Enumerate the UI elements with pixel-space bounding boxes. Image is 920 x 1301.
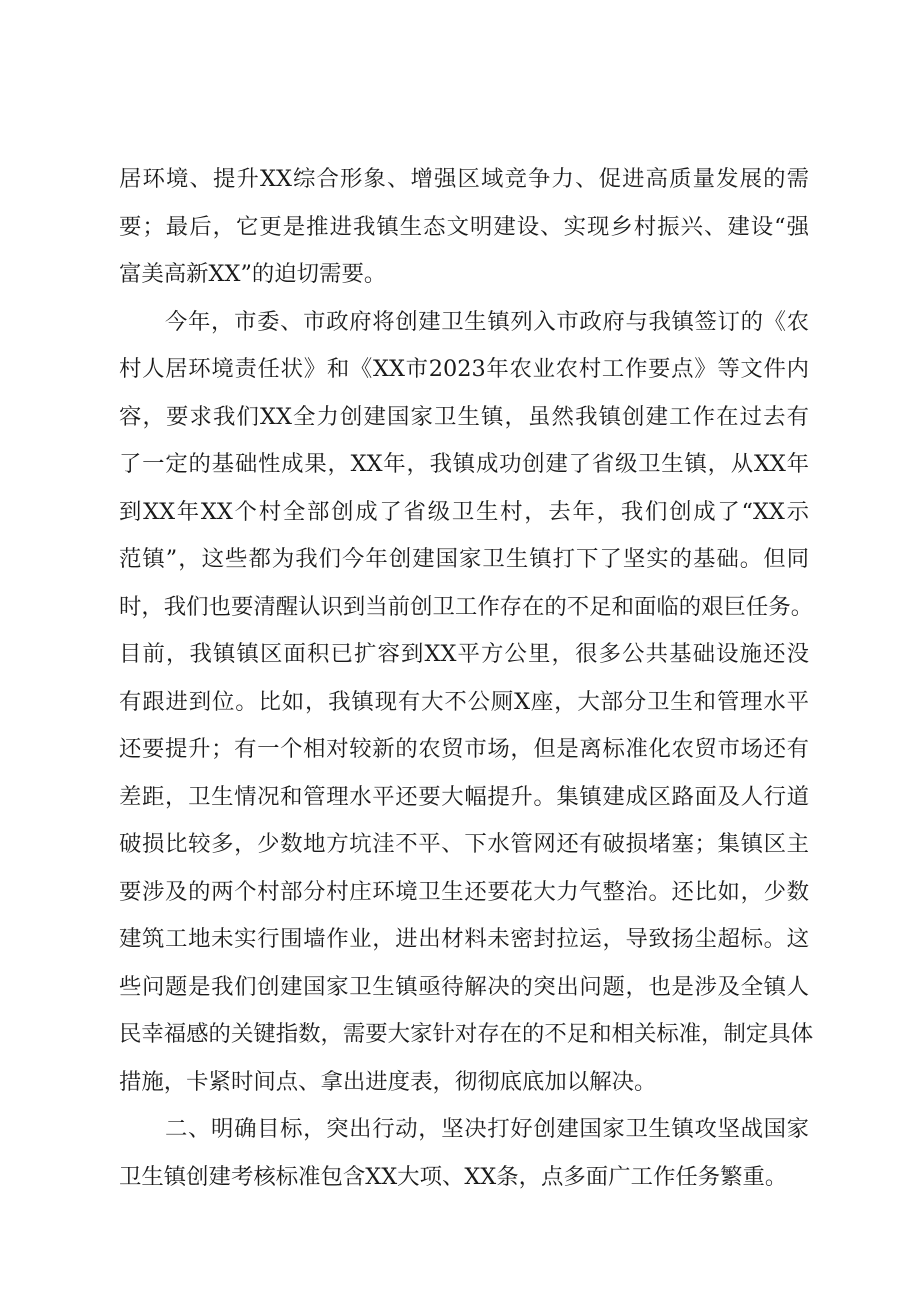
section-heading-line: 二、明确目标，突出行动，坚决打好创建国家卫生镇攻坚战国家	[165, 1116, 809, 1142]
text-line: 了一定的基础性成果，XX年，我镇成功创建了省级卫生镇，从XX年	[119, 451, 809, 477]
text-line: 时，我们也要清醒认识到当前创卫工作存在的不足和面临的艰巨任务。	[119, 593, 814, 620]
text-line: 要；最后，它更是推进我镇生态文明建设、实现乡村振兴、建设“强	[119, 213, 809, 240]
text-line: 措施，卡紧时间点、拿出进度表，彻彻底底加以解决。	[119, 1068, 657, 1095]
document-body	[119, 156, 814, 1201]
text-line: 卫生镇创建考核标准包含XX大项、XX条，点多面广工作任务繁重。	[119, 1163, 788, 1190]
text-line: 今年，市委、市政府将创建卫生镇列入市政府与我镇签订的《农	[165, 308, 809, 335]
text-line: 富美高新XX”的迫切需要。	[119, 261, 387, 287]
paragraph-2	[119, 299, 814, 1107]
text-line: 范镇”，这些都为我们今年创建国家卫生镇打下了坚实的基础。但同	[119, 546, 809, 572]
text-line: 到XX年XX个村全部创成了省级卫生村，去年，我们创成了“XX示	[119, 498, 809, 525]
text-line: 破损比较多，少数地方坑洼不平、下水管网还有破损堵塞；集镇区主	[119, 831, 809, 857]
text-line: 有跟进到位。比如，我镇现有大不公厕X座，大部分卫生和管理水平	[119, 688, 809, 715]
text-line: 建筑工地未实行围墙作业，进出材料未密封拉运，导致扬尘超标。这	[119, 926, 809, 952]
text-line: 村人居环境责任状》和《XX市2023年农业农村工作要点》等文件内	[119, 356, 809, 382]
text-line: 还要提升；有一个相对较新的农贸市场，但是离标准化农贸市场还有	[119, 736, 809, 762]
text-line: 民幸福感的关键指数，需要大家针对存在的不足和相关标准，制定具体	[119, 1021, 814, 1047]
text-line: 容，要求我们XX全力创建国家卫生镇，虽然我镇创建工作在过去有	[119, 403, 809, 430]
text-line: 些问题是我们创建国家卫生镇亟待解决的突出问题，也是涉及全镇人	[119, 973, 809, 1000]
text-line: 要涉及的两个村部分村庄环境卫生还要花大力气整治。还比如，少数	[119, 878, 809, 905]
text-line: 差距，卫生情况和管理水平还要大幅提升。集镇建成区路面及人行道	[119, 783, 809, 810]
text-line: 居环境、提升XX综合形象、增强区域竞争力、促进高质量发展的需	[119, 166, 809, 192]
paragraph-3	[119, 1106, 809, 1201]
paragraph-1	[119, 156, 809, 299]
text-line: 目前，我镇镇区面积已扩容到XX平方公里，很多公共基础设施还没	[119, 641, 809, 667]
